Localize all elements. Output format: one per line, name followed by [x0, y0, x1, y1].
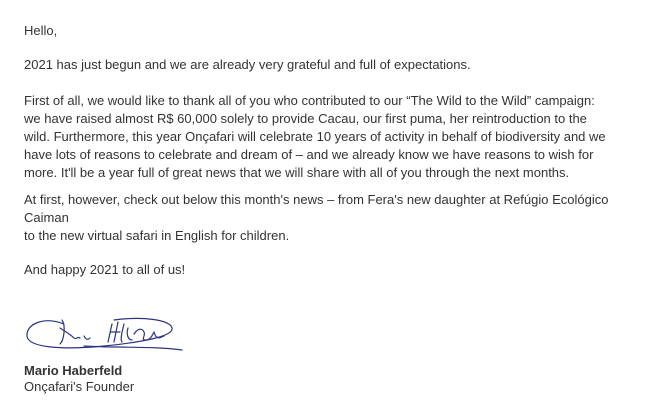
- signer-title: Onçafari's Founder: [24, 379, 135, 394]
- handwritten-signature: [24, 306, 184, 356]
- news-line: to the new virtual safari in English for children.: [24, 228, 290, 243]
- signer-name: Mario Haberfeld: [24, 363, 123, 378]
- greeting: Hello,: [24, 23, 58, 38]
- news-paragraph: [24, 191, 608, 245]
- intro-paragraph: 2021 has just begun and we are already very grateful and full of expectations.: [24, 57, 471, 72]
- thanks-line: wild. Furthermore, this year Onçafari will celebrate 10 years of activity in behalf of biodiversity and we: [24, 129, 606, 144]
- thanks-line: we have raised almost R$ 60,000 solely to provide Cacau, our first puma, her reintroduction to the: [24, 111, 587, 126]
- thanks-line: First of all, we would like to thank all of you who contributed to our “The Wild to the Wild” campaign:: [24, 93, 595, 108]
- thanks-line: have lots of reasons to celebrate and dream of – and we already know we have reasons to wish for: [24, 147, 594, 162]
- thanks-line: more. It'll be a year full of great news that we will share with all of you through the next months.: [24, 165, 570, 180]
- news-line: At first, however, check out below this month's news – from Fera's new daughter at Refúgio Ecológico: [24, 192, 609, 207]
- thanks-paragraph: [24, 92, 606, 182]
- news-line: Caiman: [24, 210, 69, 225]
- closing-line: And happy 2021 to all of us!: [24, 262, 186, 277]
